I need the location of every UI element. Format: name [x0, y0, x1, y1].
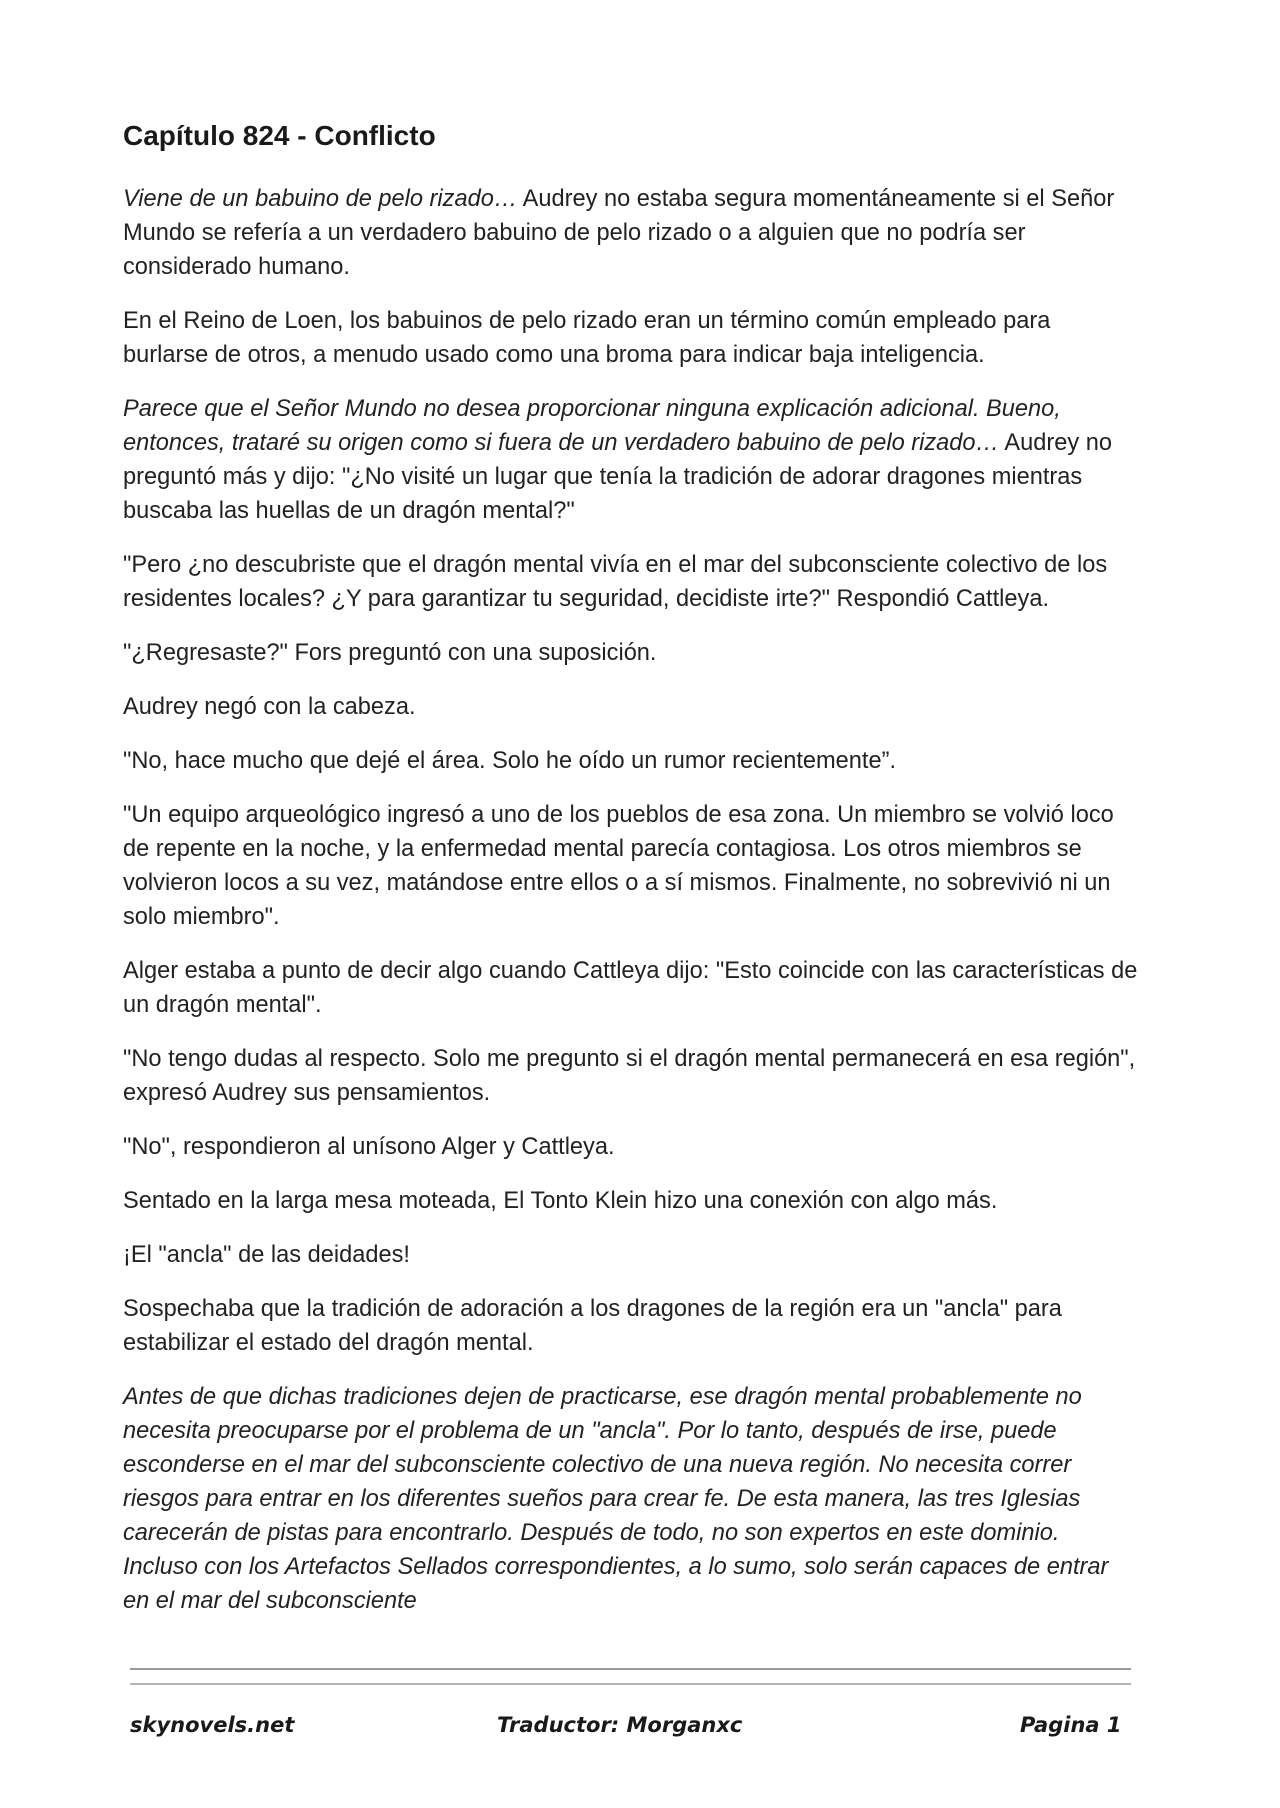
- text-segment: "No, hace mucho que dejé el área. Solo he oído un rumor recientemente”.: [123, 748, 897, 775]
- chapter-content: [123, 118, 1138, 1638]
- paragraph: [123, 392, 1138, 528]
- footer-page-number: Pagina 1: [1020, 1713, 1122, 1737]
- paragraph: [123, 636, 1138, 670]
- footer-site: skynovels.net: [130, 1713, 295, 1737]
- text-segment: "No", respondieron al unísono Alger y Cattleya.: [123, 1134, 615, 1161]
- paragraph: [123, 548, 1138, 616]
- paragraph: [123, 182, 1138, 284]
- footer-divider-secondary: [130, 1683, 1131, 1685]
- footer-translator: Traductor: Morganxc: [497, 1713, 743, 1737]
- footer-divider: [130, 1668, 1131, 1670]
- text-segment: Alger estaba a punto de decir algo cuando Cattleya dijo: "Esto coincide con las características de un dragón mental".: [123, 958, 1138, 1019]
- italic-text-segment: Parece que el Señor Mundo no desea proporcionar ninguna explicación adicional. Bueno, entonces, trataré su origen como si fuera de un verdadero babuino de pelo rizado…: [123, 396, 1061, 457]
- text-segment: Audrey no preguntó más y dijo: "¿No visité un lugar que tenía la tradición de adorar dragones mientras buscaba las huellas de un dragón mental?": [123, 430, 1112, 525]
- paragraph: [123, 304, 1138, 372]
- italic-text-segment: Antes de que dichas tradiciones dejen de practicarse, ese dragón mental probablemente no necesita preocuparse por el problema de un "ancla". Por lo tanto, después de irse, puede esconderse en el mar del subconsciente colectivo de una nueva región. No necesita correr riesgos para entrar en los diferentes sueños para crear fe. De esta manera, las tres Iglesias carecerán de pistas para encontrarlo. Después de todo, no son expertos en este dominio. Incluso con los Artefactos Sellados correspondientes, a lo sumo, solo serán capaces de entrar en el mar del subconsciente: [123, 1384, 1109, 1615]
- text-segment: En el Reino de Loen, los babuinos de pelo rizado eran un término común empleado para burlarse de otros, a menudo usado como una broma para indicar baja inteligencia.: [123, 308, 1051, 369]
- text-segment: "Un equipo arqueológico ingresó a uno de los pueblos de esa zona. Un miembro se volvió loco de repente en la noche, y la enfermedad mental parecía contagiosa. Los otros miembros se volvieron locos a su vez, matándose entre ellos o a sí mismos. Finalmente, no sobrevivió ni un solo miembro".: [123, 802, 1114, 931]
- paragraph-list: [123, 182, 1138, 1618]
- paragraph: [123, 744, 1138, 778]
- text-segment: Sospechaba que la tradición de adoración a los dragones de la región era un "ancla" para estabilizar el estado del dragón mental.: [123, 1296, 1062, 1357]
- paragraph: [123, 690, 1138, 724]
- italic-text-segment: Viene de un babuino de pelo rizado…: [123, 186, 518, 213]
- text-segment: ¡El "ancla" de las deidades!: [123, 1242, 410, 1269]
- paragraph: [123, 1130, 1138, 1164]
- text-segment: "Pero ¿no descubriste que el dragón mental vivía en el mar del subconsciente colectivo de los residentes locales? ¿Y para garantizar tu seguridad, decidiste irte?" Respondió Cattleya.: [123, 552, 1108, 613]
- text-segment: Sentado en la larga mesa moteada, El Tonto Klein hizo una conexión con algo más.: [123, 1188, 998, 1215]
- paragraph: [123, 1042, 1138, 1110]
- paragraph: [123, 1380, 1138, 1618]
- text-segment: Audrey negó con la cabeza.: [123, 694, 416, 721]
- paragraph: [123, 1292, 1138, 1360]
- paragraph: [123, 1238, 1138, 1272]
- text-segment: "¿Regresaste?" Fors preguntó con una suposición.: [123, 640, 657, 667]
- paragraph: [123, 1184, 1138, 1218]
- text-segment: Audrey no estaba segura momentáneamente si el Señor Mundo se refería a un verdadero babuino de pelo rizado o a alguien que no podría ser considerado humano.: [123, 186, 1115, 281]
- chapter-title: Capítulo 824 - Conflicto: [123, 120, 436, 151]
- text-segment: "No tengo dudas al respecto. Solo me pregunto si el dragón mental permanecerá en esa región", expresó Audrey sus pensamientos.: [123, 1046, 1136, 1107]
- paragraph: [123, 954, 1138, 1022]
- paragraph: [123, 798, 1138, 934]
